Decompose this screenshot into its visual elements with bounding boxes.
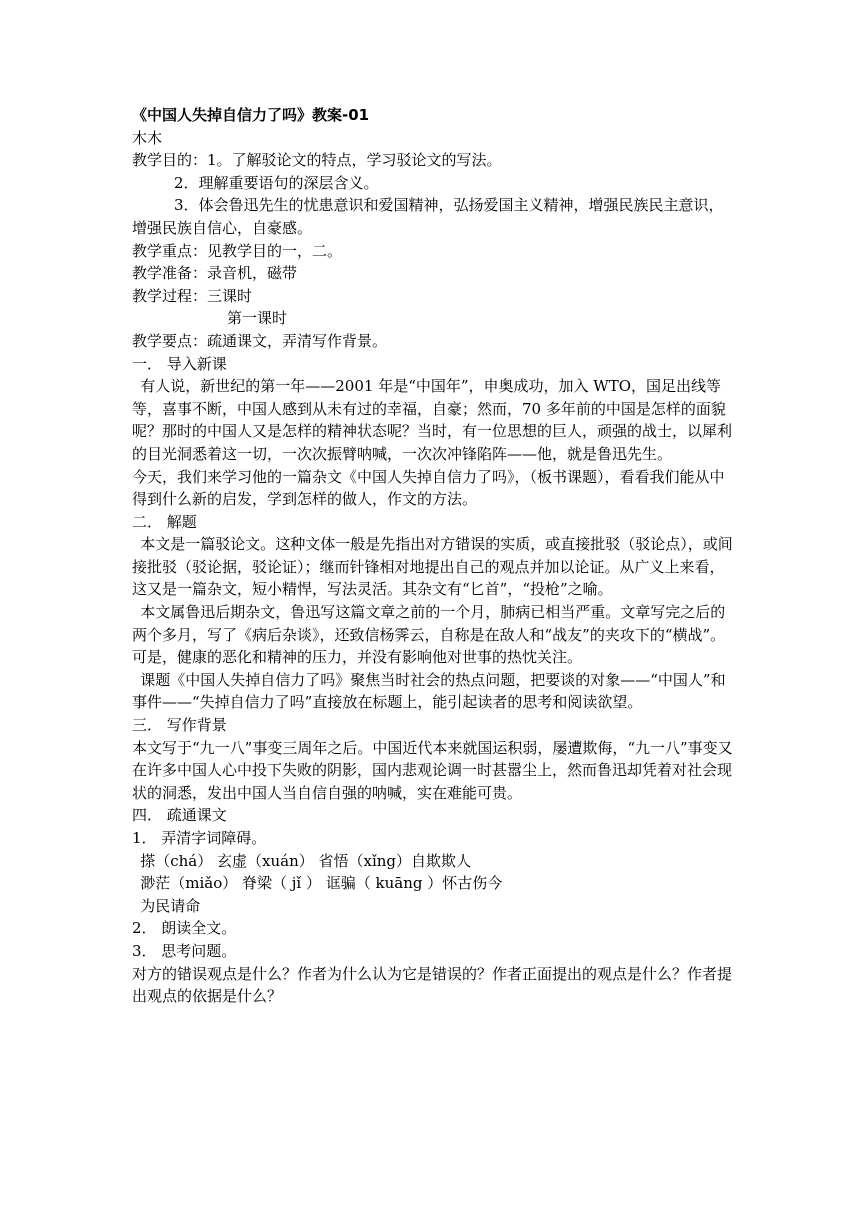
intro-paragraph-2: 今天，我们来学习他的一篇杂文《中国人失掉自信力了吗》，（板书课题），看看我们能从中得到什么新的启发，学到怎样的做人，作文的方法。 (132, 467, 725, 509)
title-analysis-paragraph-2: 本文属鲁迅后期杂文，鲁迅写这篇文章之前的一个月，肺病已相当严重。文章写完之后的两个多月，写了《病后杂谈》，还致信杨霁云，自称是在敌人和“战友”的夹攻下的“横战”。可是，健康的恶化和精神的压力，并没有影响他对世事的热忱关注。 (132, 603, 726, 667)
teaching-preparation: 教学准备：录音机，磁带 (132, 264, 298, 283)
background-paragraph: 本文写于“九一八”事变三周年之后。中国近代本来就国运积弱，屡遭欺侮，“九一八”事变又在许多中国人心中投下失败的阴影，国内悲观论调一时甚嚣尘上，然而鲁迅却凭着对社会现状的洞悉，发出中国人当自信自强的呐喊，实在难能可贵。 (132, 738, 733, 802)
document-title: 《中国人失掉自信力了吗》教案-01 (132, 106, 370, 124)
section-heading-title-analysis: 二． 解题 (132, 512, 197, 531)
reading-questions: 对方的错误观点是什么？作者为什么认为它是错误的？作者正面提出的观点是什么？作者提出观点的依据是什么？ (132, 964, 733, 1006)
teaching-goal-3: 3．体会鲁迅先生的忧患意识和爱国精神，弘扬爱国主义精神，增强民族民主意识，增强民族自信心，自豪感。 (132, 196, 724, 237)
section-heading-intro: 一． 导入新课 (132, 354, 227, 373)
teaching-key-points: 教学重点：见教学目的一，二。 (132, 241, 343, 260)
section-heading-background: 三． 写作背景 (132, 716, 227, 735)
teaching-goals: 教学目的：1。了解驳论文的特点，学习驳论文的写法。 (132, 151, 502, 170)
document-page (132, 104, 734, 1008)
title-analysis-paragraph-1: 本文是一篇驳论文。这种文体一般是先指出对方错误的实质，或直接批驳（驳论点），或间接批驳（驳论据，驳论证）；继而针锋相对地提出自己的观点并加以论证。从广义上来看，这又是一篇杂文，短小精悍，写法灵活。其杂文有“匕首”，“投枪”之喻。 (132, 535, 733, 599)
lesson-points: 教学要点：疏通课文，弄清写作背景。 (132, 331, 388, 350)
author-line: 木木 (132, 128, 163, 147)
reading-item-3: 3． 思考问题。 (132, 941, 237, 960)
vocab-line-1: 搽（chá） 玄虚（xuán） 省悟（xǐng）自欺欺人 (140, 851, 472, 870)
teaching-process: 教学过程：三课时 (132, 286, 253, 305)
teaching-goal-2: 2．理解重要语句的深层含义。 (174, 173, 379, 192)
intro-paragraph-1: 有人说，新世纪的第一年——2001 年是“中国年”，申奥成功，加入 WTO，国足出线等等，喜事不断，中国人感到从未有过的幸福，自豪；然而，70 多年前的中国是怎样的面貌呢？那时的中国人又是怎样的精神状态呢？当时，有一位思想的巨人，顽强的战士，以犀利的目光洞悉着这一切，一次次振臂呐喊，一次次冲锋陷阵——他，就是鲁迅先生。 (132, 377, 733, 463)
vocab-line-3: 为民请命 (140, 896, 201, 915)
title-analysis-paragraph-3: 课题《中国人失掉自信力了吗》聚焦当时社会的热点问题，把要谈的对象——“中国人”和事件——“失掉自信力了吗”直接放在标题上，能引起读者的思考和阅读欲望。 (132, 670, 726, 712)
section-heading-reading: 四． 疏通课文 (132, 806, 227, 825)
reading-item-1: 1． 弄清字词障碍。 (132, 829, 267, 847)
reading-item-2: 2． 朗读全文。 (132, 919, 237, 938)
vocab-line-2: 渺茫（miǎo） 脊梁（ jǐ ） 诓骗（ kuāng ）怀古伤今 (140, 874, 503, 893)
lesson-heading: 第一课时 (227, 309, 288, 328)
